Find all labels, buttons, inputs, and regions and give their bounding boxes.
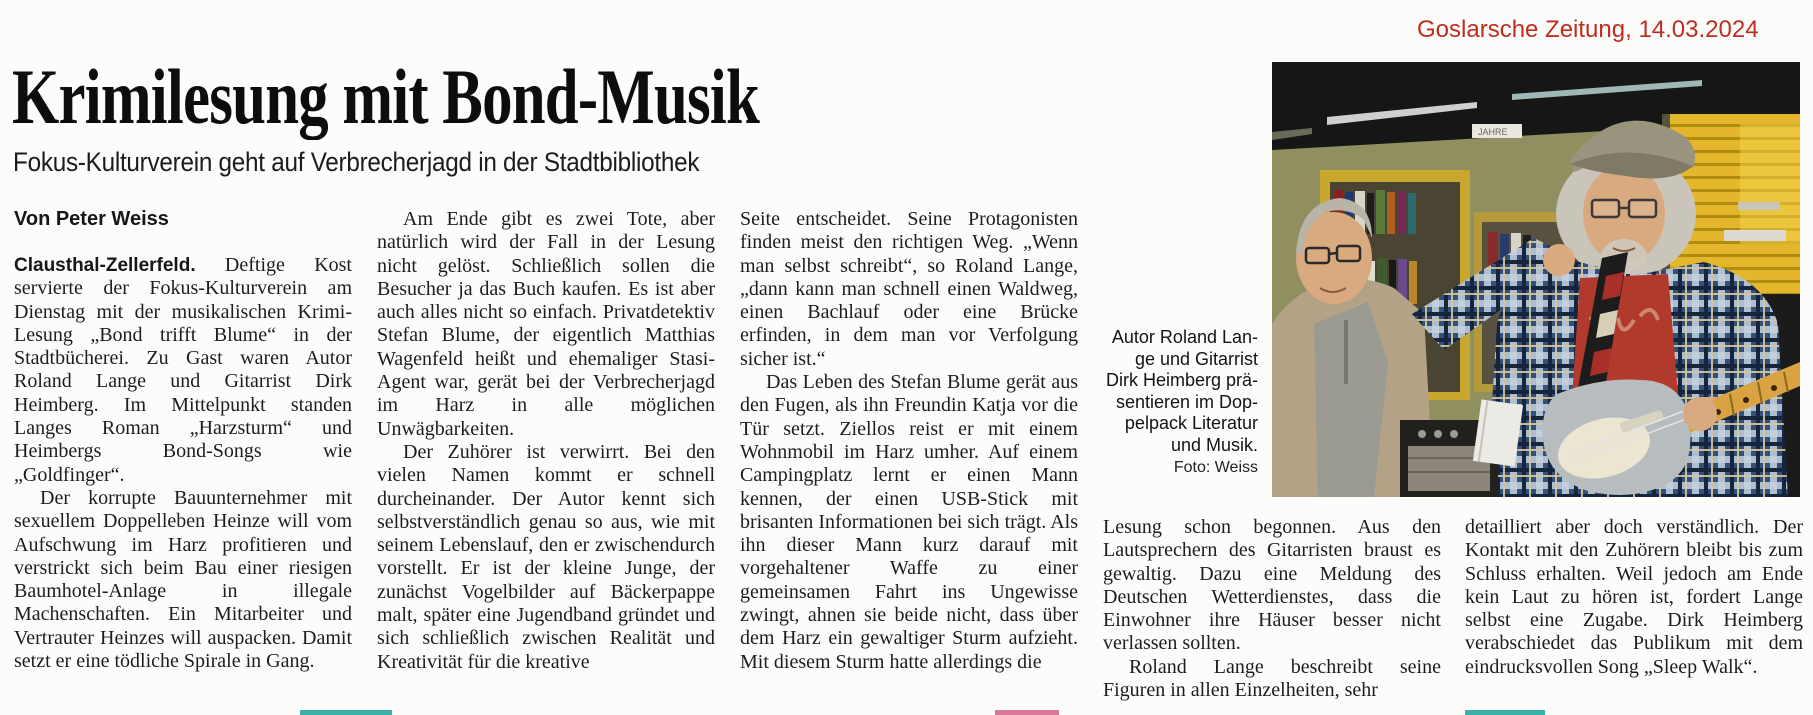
article-paragraph — [14, 254, 352, 487]
article-paragraph: Lesung schon begonnen. Aus den Lautsprechern des Gitarristen braust es gewaltig. Dazu eine Meldung des Deutschen Wetterdienstes, dass die Einwohner ihre Häuser besser nicht verlassen sollten. — [1103, 516, 1441, 655]
scan-artifact — [995, 710, 1059, 715]
photo-caption — [1088, 327, 1258, 479]
article-paragraph: Roland Lange beschreibt seine Figuren in allen Einzelheiten, sehr — [1103, 655, 1441, 702]
article-paragraph: Seite entscheidet. Seine Protagonisten finden meist den richtigen Weg. „Wenn man selbst schreibt“, so Roland Lange, „dann kann man schnell einen Waldweg, einen Bachlauf oder eine Brücke erfinden, in dem man vor Verfolgung sicher ist.“ — [740, 208, 1078, 370]
caption-line: Autor Roland Lan- — [1111, 327, 1258, 347]
text-column-1 — [14, 254, 352, 673]
article-paragraph: Der Zuhörer ist verwirrt. Bei den vielen Namen kommt er schnell durcheinander. Der Autor kennt sich selbstverständlich genau so aus, wie mit seinem Lebenslauf, den er zwischendurch vorstellt. Er ist der kleine Junge, der zunächst Vogelbilder auf Bäckerpappe malt, später eine Jugendband gründet und sich schließlich zwischen Realität und Kreativität für die kreative — [377, 440, 715, 673]
white-book — [1473, 399, 1523, 466]
subheadline: Fokus-Kulturverein geht auf Verbrecherjagd in der Stadtbibliothek — [13, 147, 700, 177]
article-paragraph: Am Ende gibt es zwei Tote, aber natürlich wird der Fall in der Lesung nicht gelöst. Schließlich sollen die Besucher ja das Buch kaufen. Es ist aber auch alles nicht so einfach. Privatdetektiv Stefan Blume, der eigentlich Matthias Wagenfeld heißt und ehemaliger Stasi-Agent war, gerät bei der Verbrecherjagd im Harz in alle möglichen Unwägbarkeiten. — [377, 208, 715, 440]
text-column-2 — [377, 208, 715, 674]
headline: Krimilesung mit Bond-Musik — [12, 53, 760, 140]
caption-line: und Musik. — [1170, 434, 1258, 455]
masthead-source: Goslarsche Zeitung, 14.03.2024 — [1417, 16, 1759, 43]
caption-line: pelpack Literatur — [1124, 413, 1258, 433]
text-column-5 — [1465, 516, 1803, 679]
photo-credit: Foto: Weiss — [1173, 459, 1258, 476]
article-photo — [1272, 62, 1800, 497]
shelf-label: JAHRE — [1478, 127, 1508, 137]
scan-artifact — [1465, 710, 1545, 715]
text-column-4 — [1103, 516, 1441, 702]
article-paragraph: detailliert aber doch verständlich. Der Kontakt mit den Zuhörern bleibt bis zum Schluss erhalten. Weil jedoch am Ende kein Laut zu hören ist, fordert Lange selbst eine Zugabe. Dirk Heimberg verabschiedet das Publikum mit dem eindrucksvollen Song „Sleep Walk“. — [1465, 516, 1803, 678]
hand — [1543, 244, 1575, 276]
text-column-3 — [740, 208, 1078, 674]
scan-artifact — [300, 710, 392, 715]
caption-line: ge und Gitarrist — [1134, 348, 1258, 369]
dateline: Clausthal-Zellerfeld. — [14, 255, 196, 276]
caption-line: Dirk Heimberg prä- — [1105, 370, 1258, 390]
paragraph-text: Deftige Kost servierte der Fokus-Kulturverein am Dienstag mit der musikalischen Krimi-Lesung „Bond trifft Blume“ in der Stadtbücherei. Zu Gast waren Autor Roland Lange und Gitarrist Dirk Heimberg. Im Mittelpunkt standen Langes Roman „Harzsturm“ und Heimbergs Bond-Songs wie „Goldfinger“. — [14, 254, 352, 486]
article-paragraph: Das Leben des Stefan Blume gerät aus den Fugen, als ihn Freundin Katja vor die Tür setzt. Ziellos reist er mit einem Wohnmobil im Harz umher. Auf einem Campingplatz lernt er einen Mann kennen, der einen USB-Stick mit brisanten Informationen bei sich trägt. Als ihn dieser Mann kurz darauf mit vorgehaltener Waffe zu einer gemeinsamen Fahrt ins Ungewisse zwingt, ahnen sie beide nicht, dass über dem Harz ein gewaltiger Sturm aufzieht. Mit diesem Sturm hatte allerdings die — [740, 371, 1078, 673]
article-paragraph: Der korrupte Bauunternehmer mit sexuellem Doppelleben Heinze will vom Aufschwung im Harz profitieren und verstrickt sich beim Bau einer riesigen Baumhotel-Anlage in illegale Machenschaften. Ein Mitarbeiter und Vertrauter Heinzes will auspacken. Damit setzt er eine tödliche Spirale in Gang. — [14, 486, 352, 673]
caption-line: sentieren im Dop- — [1115, 391, 1258, 412]
byline: Von Peter Weiss — [14, 208, 169, 230]
